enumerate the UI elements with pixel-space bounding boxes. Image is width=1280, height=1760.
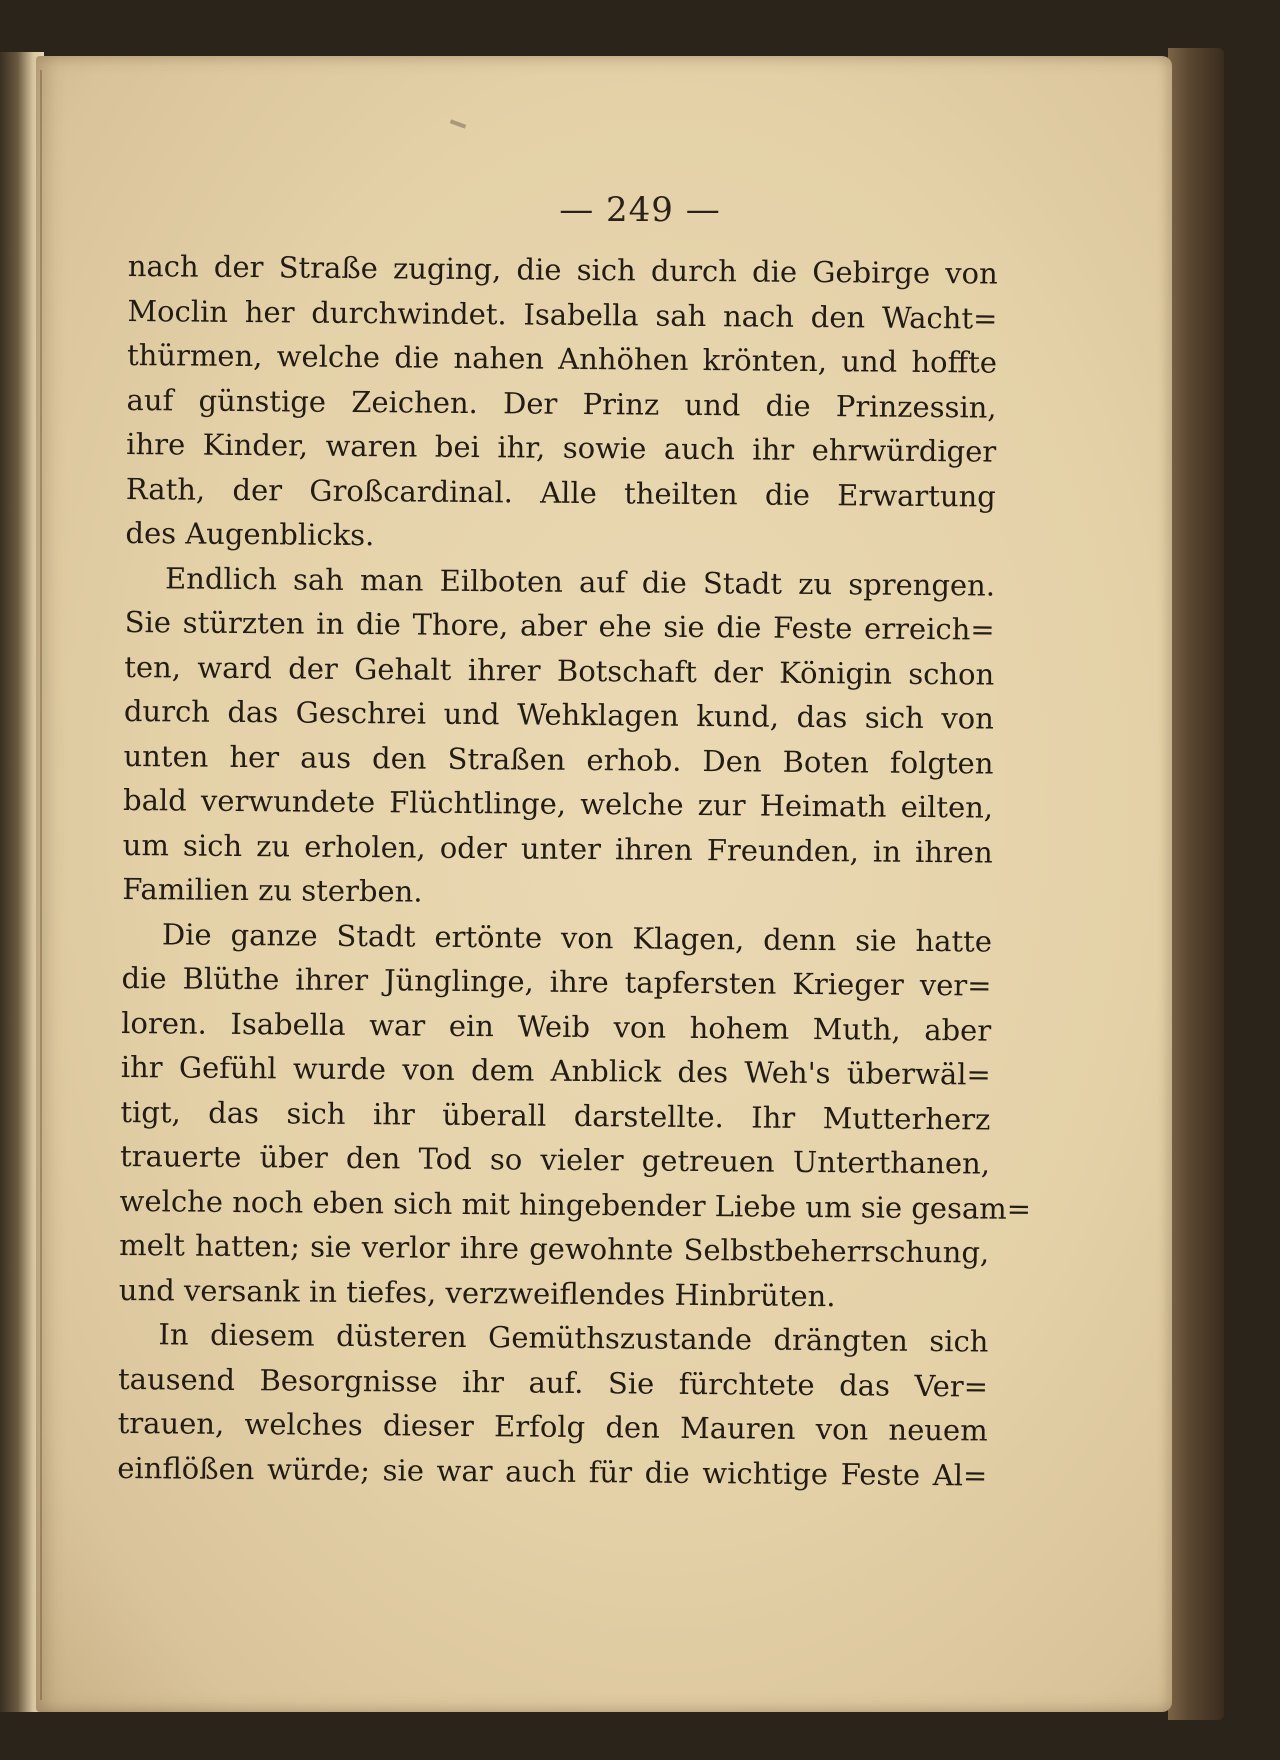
- text-line: ihre Kinder, waren bei ihr, sowie auch ihr ehrwürdiger: [126, 426, 997, 469]
- body-text: [117, 244, 1032, 1498]
- text-line: Familien zu sterben.: [122, 871, 423, 909]
- text-line: durch das Geschrei und Wehklagen kund, das sich von: [123, 693, 995, 736]
- text-line: ten, ward der Gehalt ihrer Botschaft der Königin schon: [124, 649, 995, 692]
- page-number: — 249 —: [559, 190, 721, 230]
- text-line: loren. Isabella war ein Weib von hohem Muth, aber: [121, 1005, 992, 1048]
- text-line: Endlich sah man Eilboten auf die Stadt zu sprengen.: [164, 560, 996, 603]
- gutter-shadow: [40, 70, 42, 1700]
- text-line: melt hatten; sie verlor ihre gewohnte Selbstbeherrschung,: [119, 1227, 990, 1270]
- text-line: auf günstige Zeichen. Der Prinz und die Prinzessin,: [126, 382, 997, 425]
- text-line: des Augenblicks.: [125, 515, 375, 553]
- text-line: ihr Gefühl wurde von dem Anblick des Weh's überwäl=: [120, 1049, 991, 1092]
- text-line: tigt, das sich ihr überall darstellte. Ihr Mutterherz: [120, 1094, 991, 1137]
- text-line: Sie stürzten in die Thore, aber ehe sie die Feste erreich=: [124, 604, 995, 647]
- text-line: Die ganze Stadt ertönte von Klagen, denn sie hatte: [161, 916, 993, 959]
- text-line: trauerte über den Tod so vieler getreuen Unterthanen,: [119, 1138, 991, 1181]
- text-line: thürmen, welche die nahen Anhöhen krönten, und hoffte: [126, 337, 998, 380]
- text-line: In diesem düsteren Gemüthszustande drängten sich: [158, 1317, 989, 1359]
- text-line: um sich zu erholen, oder unter ihren Freunden, in ihren: [122, 827, 993, 870]
- text-line: tausend Besorgnisse ihr auf. Sie fürchtete das Ver=: [117, 1361, 989, 1404]
- text-line: welche noch eben sich mit hingebender Liebe um sie gesam=: [119, 1183, 1032, 1226]
- text-line: Moclin her durchwindet. Isabella sah nach den Wacht=: [127, 293, 998, 336]
- text-line: unten her aus den Straßen erhob. Den Boten folgten: [123, 738, 994, 781]
- text-line: Rath, der Großcardinal. Alle theilten die Erwartung: [125, 471, 996, 514]
- text-line: nach der Straße zuging, die sich durch die Gebirge von: [127, 248, 998, 291]
- text-line: die Blüthe ihrer Jünglinge, ihre tapfersten Krieger ver=: [121, 960, 992, 1003]
- text-line: trauen, welches dieser Erfolg den Mauren von neuem: [117, 1405, 988, 1448]
- text-line: einflößen würde; sie war auch für die wichtige Feste Al=: [117, 1450, 988, 1493]
- book-cover-right-edge: [1168, 48, 1224, 1720]
- text-line: und versank in tiefes, verzweiflendes Hinbrüten.: [118, 1272, 836, 1313]
- text-line: bald verwundete Flüchtlinge, welche zur Heimath eilten,: [122, 782, 994, 825]
